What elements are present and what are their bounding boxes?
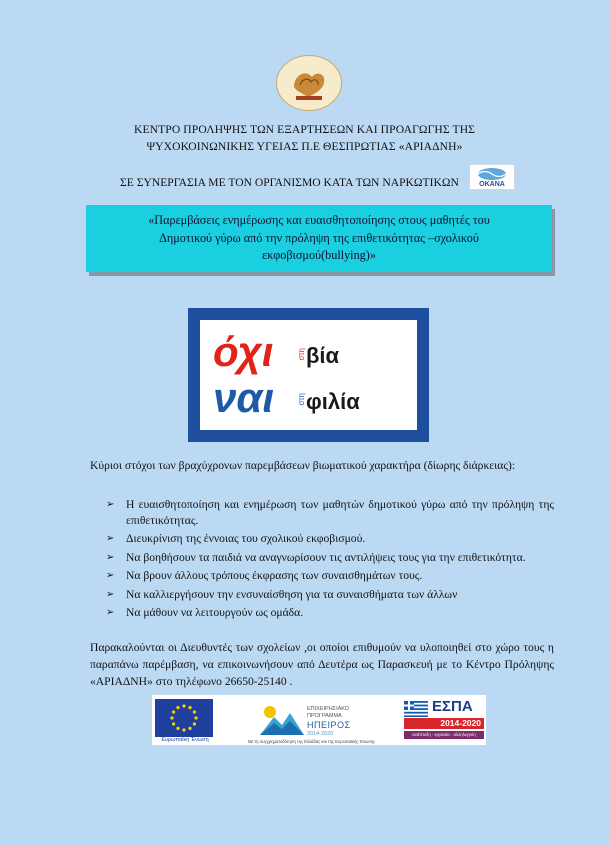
slogan-prefix-1: στη bbox=[297, 348, 306, 361]
organization-title bbox=[60, 121, 549, 155]
eu-flag-icon bbox=[155, 699, 213, 737]
arrow-bullet-icon: ➢ bbox=[106, 570, 115, 581]
slogan-banner bbox=[188, 308, 429, 442]
arrow-bullet-icon: ➢ bbox=[106, 607, 115, 618]
slogan-word-no: όχι bbox=[213, 328, 274, 375]
program-title-line2: Δημοτικού γύρω από την πρόληψη της επιθετικότητας –σχολικού bbox=[159, 230, 479, 245]
okana-logo bbox=[469, 164, 515, 190]
espa-title: ΕΣΠΑ bbox=[432, 698, 473, 715]
goal-text: Η ευαισθητοποίηση και ενημέρωση των μαθητών δημοτικού γύρω από την πρόληψη της επιθετικότητας. bbox=[126, 498, 554, 527]
eu-label: Ευρωπαϊκή Ένωση bbox=[161, 737, 209, 743]
espa-motto: ανάπτυξη - εργασία - αλληλεγγύη bbox=[404, 731, 484, 739]
arrow-bullet-icon: ➢ bbox=[106, 499, 115, 510]
goal-text: Να καλλιεργήσουν την ενσυναίσθηση για τα συναισθήματα των άλλων bbox=[126, 587, 458, 601]
org-title-line2: ΨΥΧΟΚΟΙΝΩΝΙΚΗΣ ΥΓΕΙΑΣ Π.Ε ΘΕΣΠΡΩΤΙΑΣ «ΑΡΙΑΔΝΗ» bbox=[146, 140, 463, 153]
program-title-line1: «Παρεμβάσεις ενημέρωσης και ευαισθητοποίησης στους μαθητές του bbox=[148, 213, 490, 227]
slogan-word-yes: ναι bbox=[213, 374, 275, 421]
list-item bbox=[106, 568, 554, 584]
contact-paragraph: Παρακαλούνται οι Διευθυντές των σχολείων ,οι οποίοι επιθυμούν να υλοποιηθεί στο χώρο τους η παραπάνω παρέμβαση, να επικοινωνήσουν από Δευτέρα ως Παρασκευή με το Κέντρο Πρόληψης «ΑΡΙΑΔΝΗ» στο τηλέφωνο 26650-25140 . bbox=[90, 641, 554, 688]
goal-text: Να βοηθήσουν τα παιδιά να αναγνωρίσουν τις αντιλήψεις τους για την επιθετικότητα. bbox=[126, 550, 526, 564]
goals-intro: Κύριοι στόχοι των βραχύχρονων παρεμβάσεων βιωματικού χαρακτήρα (δίωρης διάρκειας): bbox=[90, 459, 516, 472]
list-item bbox=[106, 587, 554, 603]
list-item bbox=[106, 550, 554, 566]
slogan-word-violence: βία bbox=[306, 343, 340, 368]
program-label-1: ΕΠΙΧΕΙΡΗΣΙΑΚΟ bbox=[307, 706, 350, 712]
funding-logos-strip bbox=[152, 695, 486, 745]
program-label-2: ΠΡΟΓΡΑΜΜΑ bbox=[307, 713, 342, 719]
program-title-line3: εκφοβισμού(bullying)» bbox=[262, 248, 376, 262]
arrow-bullet-icon: ➢ bbox=[106, 588, 115, 600]
cofinance-note: Με τη συγχρηματοδότηση της Ελλάδας και της Ευρωπαϊκής Ένωσης bbox=[248, 739, 376, 744]
slogan-banner-inner bbox=[200, 320, 417, 430]
okana-label: ΟΚΑΝΑ bbox=[479, 181, 505, 188]
arrow-bullet-icon: ➢ bbox=[106, 551, 115, 563]
slogan-prefix-2: στη bbox=[297, 393, 306, 406]
org-title-line1: ΚΕΝΤΡΟ ΠΡΟΛΗΨΗΣ ΤΩΝ ΕΞΑΡΤΗΣΕΩΝ ΚΑΙ ΠΡΟΑΓΩΓΗΣ ΤΗΣ bbox=[133, 123, 476, 136]
goal-text: Να βρουν άλλους τρόπους έκφρασης των συναισθημάτων τους. bbox=[126, 569, 423, 582]
collaboration-text: ΣΕ ΣΥΝΕΡΓΑΣΙΑ ΜΕ ΤΟΝ ΟΡΓΑΝΙΣΜΟ ΚΑΤΑ ΤΩΝ ΝΑΡΚΩΤΙΚΩΝ bbox=[120, 176, 459, 189]
program-title-box bbox=[86, 205, 552, 272]
program-title bbox=[96, 212, 542, 265]
list-item bbox=[106, 531, 554, 547]
program-region: ΗΠΕΙΡΟΣ bbox=[307, 720, 351, 730]
goal-text: Να μάθουν να λειτουργούν ως ομάδα. bbox=[126, 606, 304, 619]
program-years: 2014-2020 bbox=[307, 731, 334, 737]
epirus-program-icon bbox=[260, 703, 304, 735]
espa-years: 2014-2020 bbox=[404, 718, 484, 729]
list-item bbox=[106, 497, 554, 528]
goal-text: Διευκρίνιση της έννοιας του σχολικού εκφοβισμού. bbox=[126, 532, 366, 545]
arrow-bullet-icon: ➢ bbox=[106, 533, 115, 544]
list-item bbox=[106, 605, 554, 621]
slogan-word-friendship: φιλία bbox=[306, 389, 360, 414]
ariadni-logo bbox=[276, 55, 342, 111]
goals-list bbox=[106, 497, 554, 624]
greek-flag-icon bbox=[404, 701, 428, 717]
hands-heart-icon bbox=[286, 63, 332, 103]
okana-wave-icon bbox=[470, 165, 514, 181]
